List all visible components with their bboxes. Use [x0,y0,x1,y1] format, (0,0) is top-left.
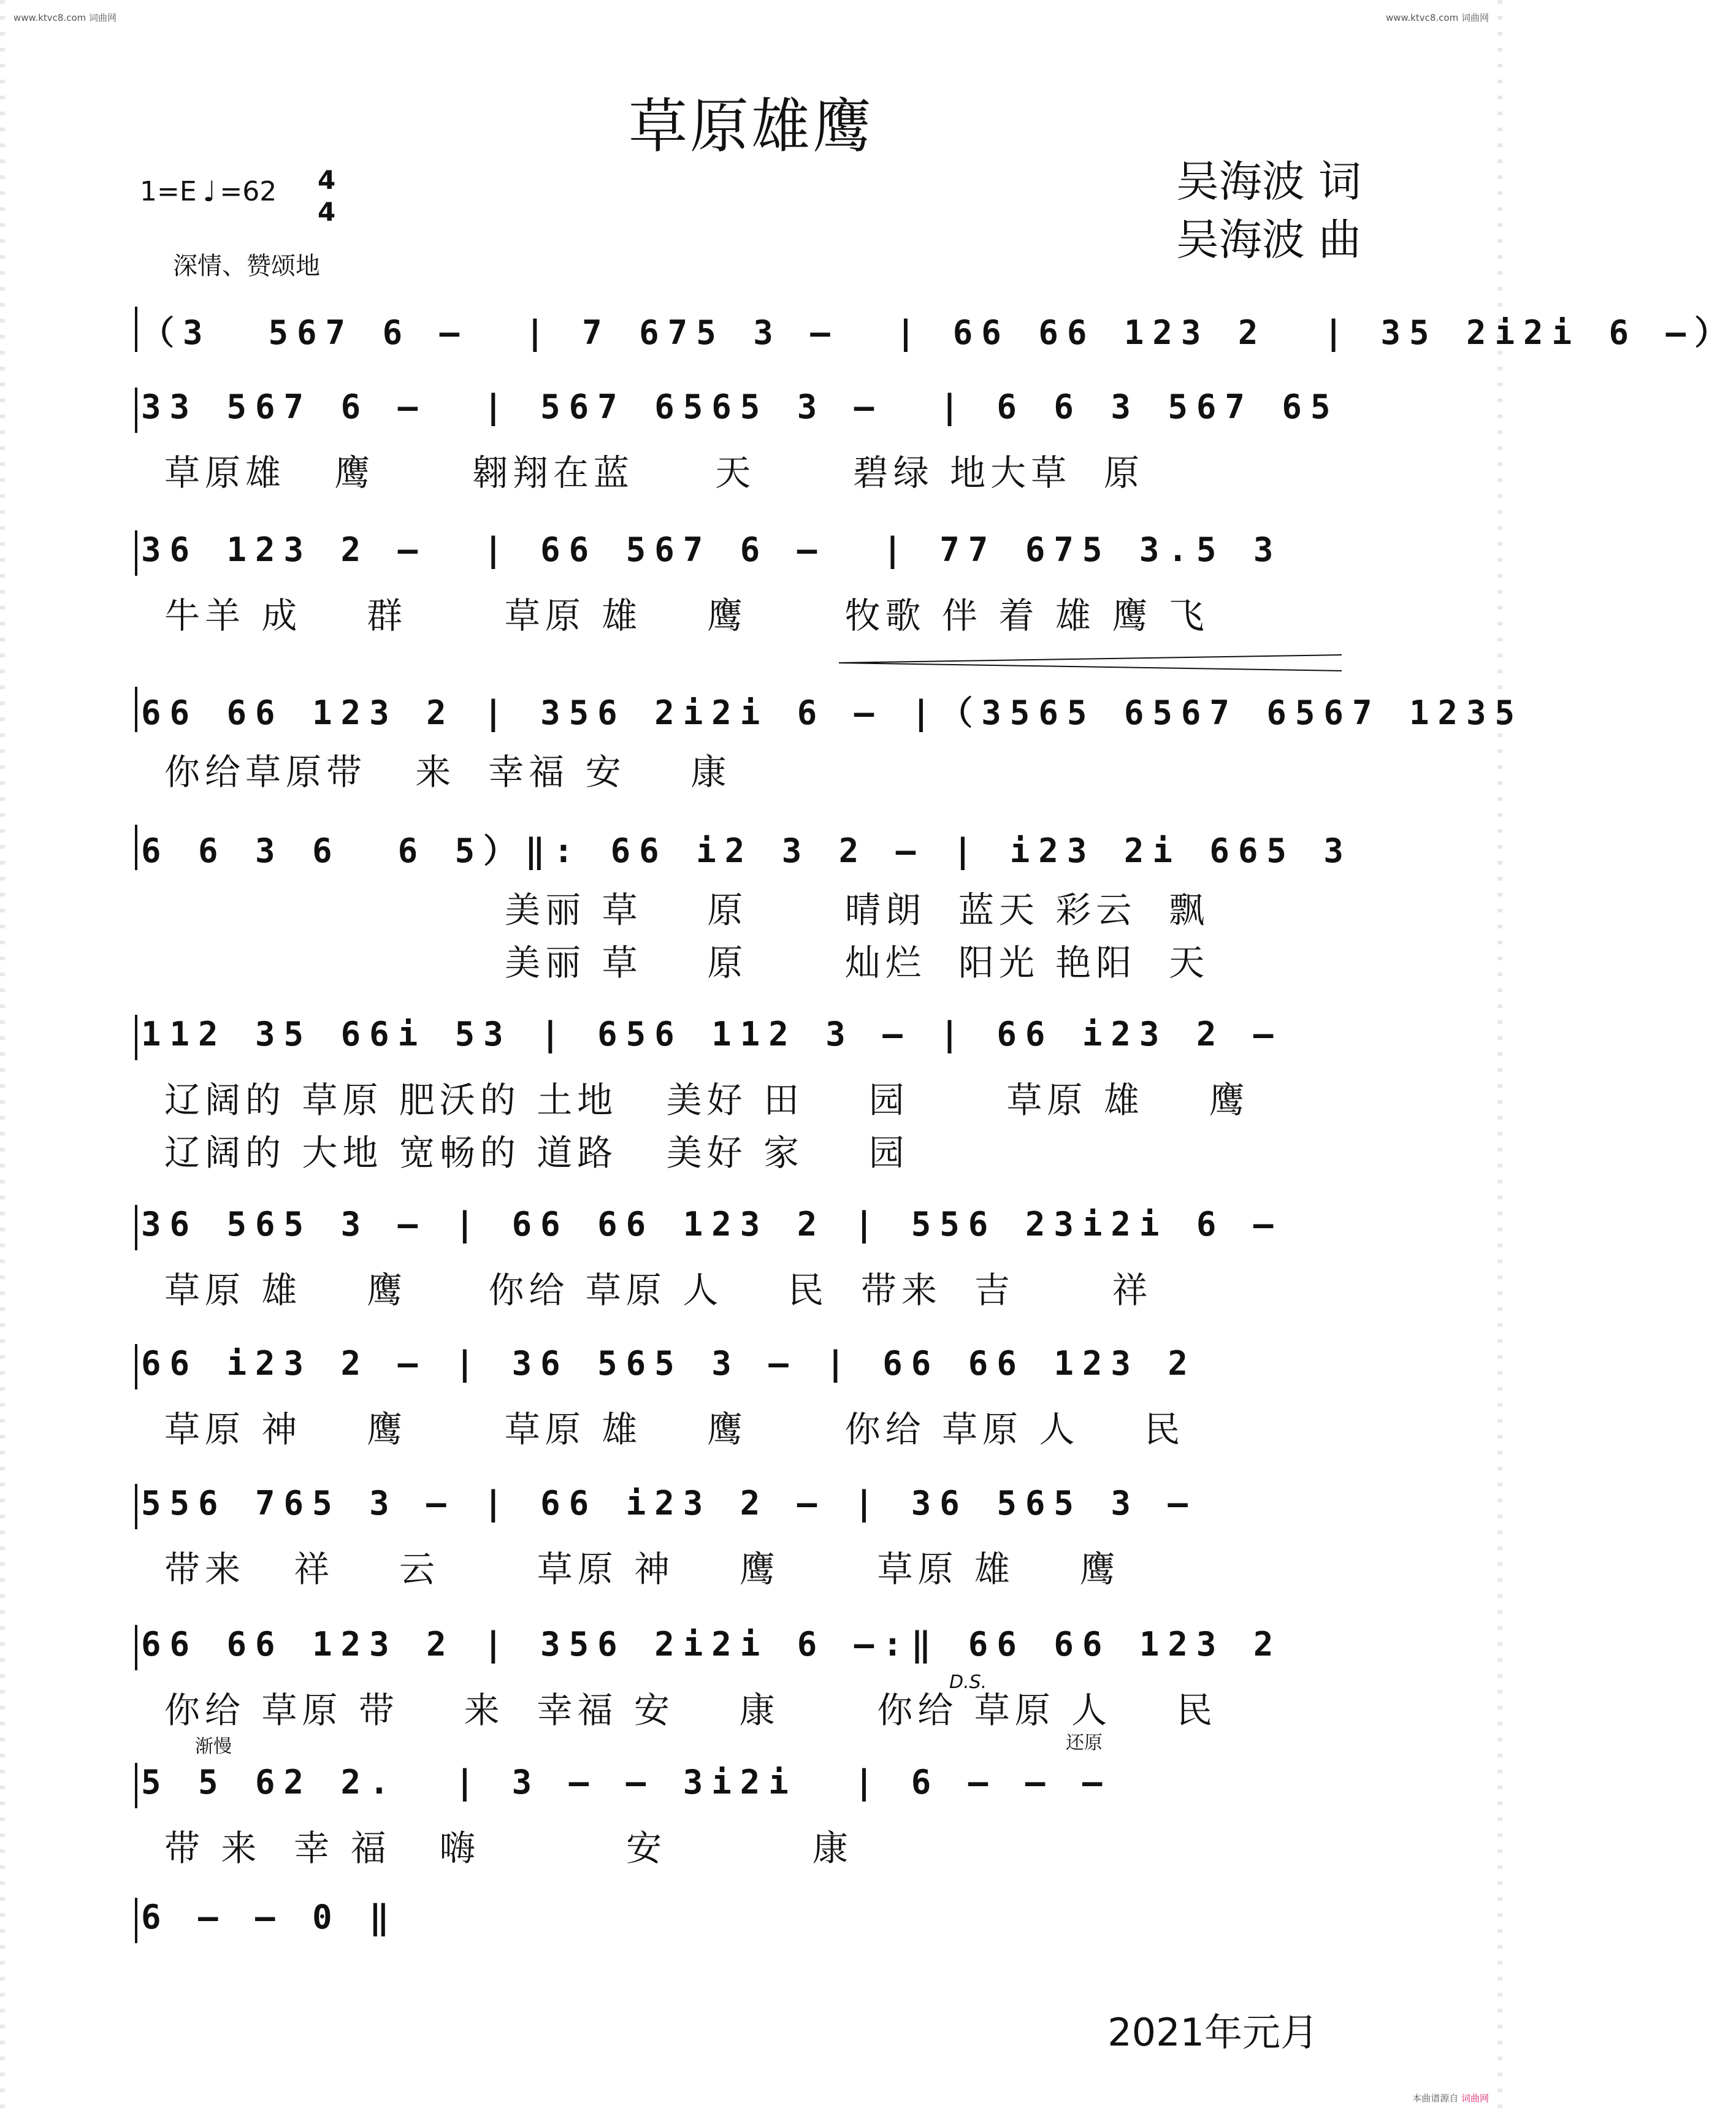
score-line-9 [0,1484,1502,1631]
notes: 66 66 123 2 | 356 2i2i 6 –:‖ 66 66 123 2 [141,1625,1282,1664]
barline [135,1205,137,1250]
notes: 6 – – 0 ‖ [141,1898,398,1936]
notes: 36 565 3 – | 66 66 123 2 | 556 23i2i 6 – [141,1205,1282,1244]
lyric-verse-2: 美丽 草 原 灿烂 阳光 艳阳 天 [164,942,1210,984]
lyric-verse: 牛羊 成 群 草原 雄 鹰 牧歌 伴 着 雄 鹰 飞 [164,595,1209,636]
key-signature: 1=E [140,175,197,207]
notes: 33 567 6 – | 567 6565 3 – | 6 6 3 567 65 [141,388,1339,426]
lyricist-credit: 吴海波 词 [1176,156,1361,207]
composition-date: 2021年元月 [1107,2010,1318,2055]
notes: （3 567 6 – | 7 675 3 – | 66 66 123 2 | 35 2i2i 6 –） [141,313,1736,352]
lyric-verse: 草原 雄 鹰 你给 草原 人 民 带来 吉 祥 [164,1269,1153,1311]
watermark-prefix: 本曲谱源自 [1412,2093,1459,2104]
lyric-verse: 草原雄 鹰 翱翔在蓝 天 碧绿 地大草 原 [164,452,1145,494]
notes: 6 6 3 6 6 5）‖: 66 i2 3 2 – | i23 2i 665 3 [141,831,1352,870]
barline [135,1484,137,1529]
lyric-verse-1: 美丽 草 原 晴朗 蓝天 彩云 飘 [164,889,1210,931]
score-line-2 [0,388,1502,535]
ds-mark: D.S. [949,1672,987,1693]
barline [135,825,137,870]
score-line-11 [0,1732,1502,1910]
quarter-note-icon: ♩ [202,175,216,208]
notes: 36 123 2 – | 66 567 6 – | 77 675 3.5 3 [141,530,1282,569]
watermark-brand: 词曲网 [1461,2093,1489,2104]
barline [135,530,137,576]
crescendo-hairpin [839,654,1342,672]
lyric-verse: 你给 草原 带 来 幸福 安 康 你给 草原 人 民 [164,1689,1217,1731]
barline [135,1625,137,1670]
lyric-verse: 草原 神 鹰 草原 雄 鹰 你给 草原 人 民 [164,1408,1185,1450]
watermark-top-right: www.ktvc8.com 词曲网 [1385,12,1489,23]
barline [135,307,137,352]
meter-bottom: 4 [318,197,336,227]
meter-top: 4 [318,165,336,195]
lyric-verse-1: 辽阔的 草原 肥沃的 土地 美好 田 园 草原 雄 鹰 [164,1079,1250,1121]
expression-mark: 深情、赞颂地 [173,252,320,280]
score-line-5 [0,825,1502,984]
score-line-6 [0,1015,1502,1174]
lyric-verse-2: 辽阔的 大地 宽畅的 道路 美好 家 园 [164,1132,909,1174]
score-line-4 [0,687,1524,834]
lyric-verse: 带 来 幸 福 嗨 安 康 [164,1827,853,1869]
score-line-8 [0,1344,1502,1491]
composer-credit: 吴海波 曲 [1176,215,1361,265]
notes: 556 765 3 – | 66 i23 2 – | 36 565 3 – [141,1484,1196,1523]
notes: 66 i23 2 – | 36 565 3 – | 66 66 123 2 [141,1344,1196,1383]
barline [135,388,137,433]
notes: 5 5 62 2. | 3 – – 3i2i | 6 – – – [141,1763,1111,1802]
lyric-verse: 带来 祥 云 草原 神 鹰 草原 雄 鹰 [164,1548,1120,1590]
lyric-verse: 你给草原带 来 幸福 安 康 [164,751,732,793]
notes: 66 66 123 2 | 356 2i2i 6 – |（3565 6567 6567 1235 [141,694,1524,732]
tempo-value: =62 [220,175,277,207]
barline [135,1015,137,1060]
a-tempo-mark: 还原 [1066,1732,1103,1754]
watermark-bottom-right [1412,2092,1489,2104]
ritardando-mark: 渐慢 [195,1736,232,1757]
barline [135,1344,137,1389]
time-signature [318,164,335,228]
barline [135,1898,137,1943]
barline [135,1763,137,1808]
song-title: 草原雄鹰 [629,92,874,161]
watermark-top-left: www.ktvc8.com 词曲网 [13,12,117,23]
notes: 112 35 66i 53 | 656 112 3 – | 66 i23 2 – [141,1015,1282,1053]
score-line-7 [0,1205,1502,1352]
barline [135,687,137,732]
key-tempo [140,175,277,208]
